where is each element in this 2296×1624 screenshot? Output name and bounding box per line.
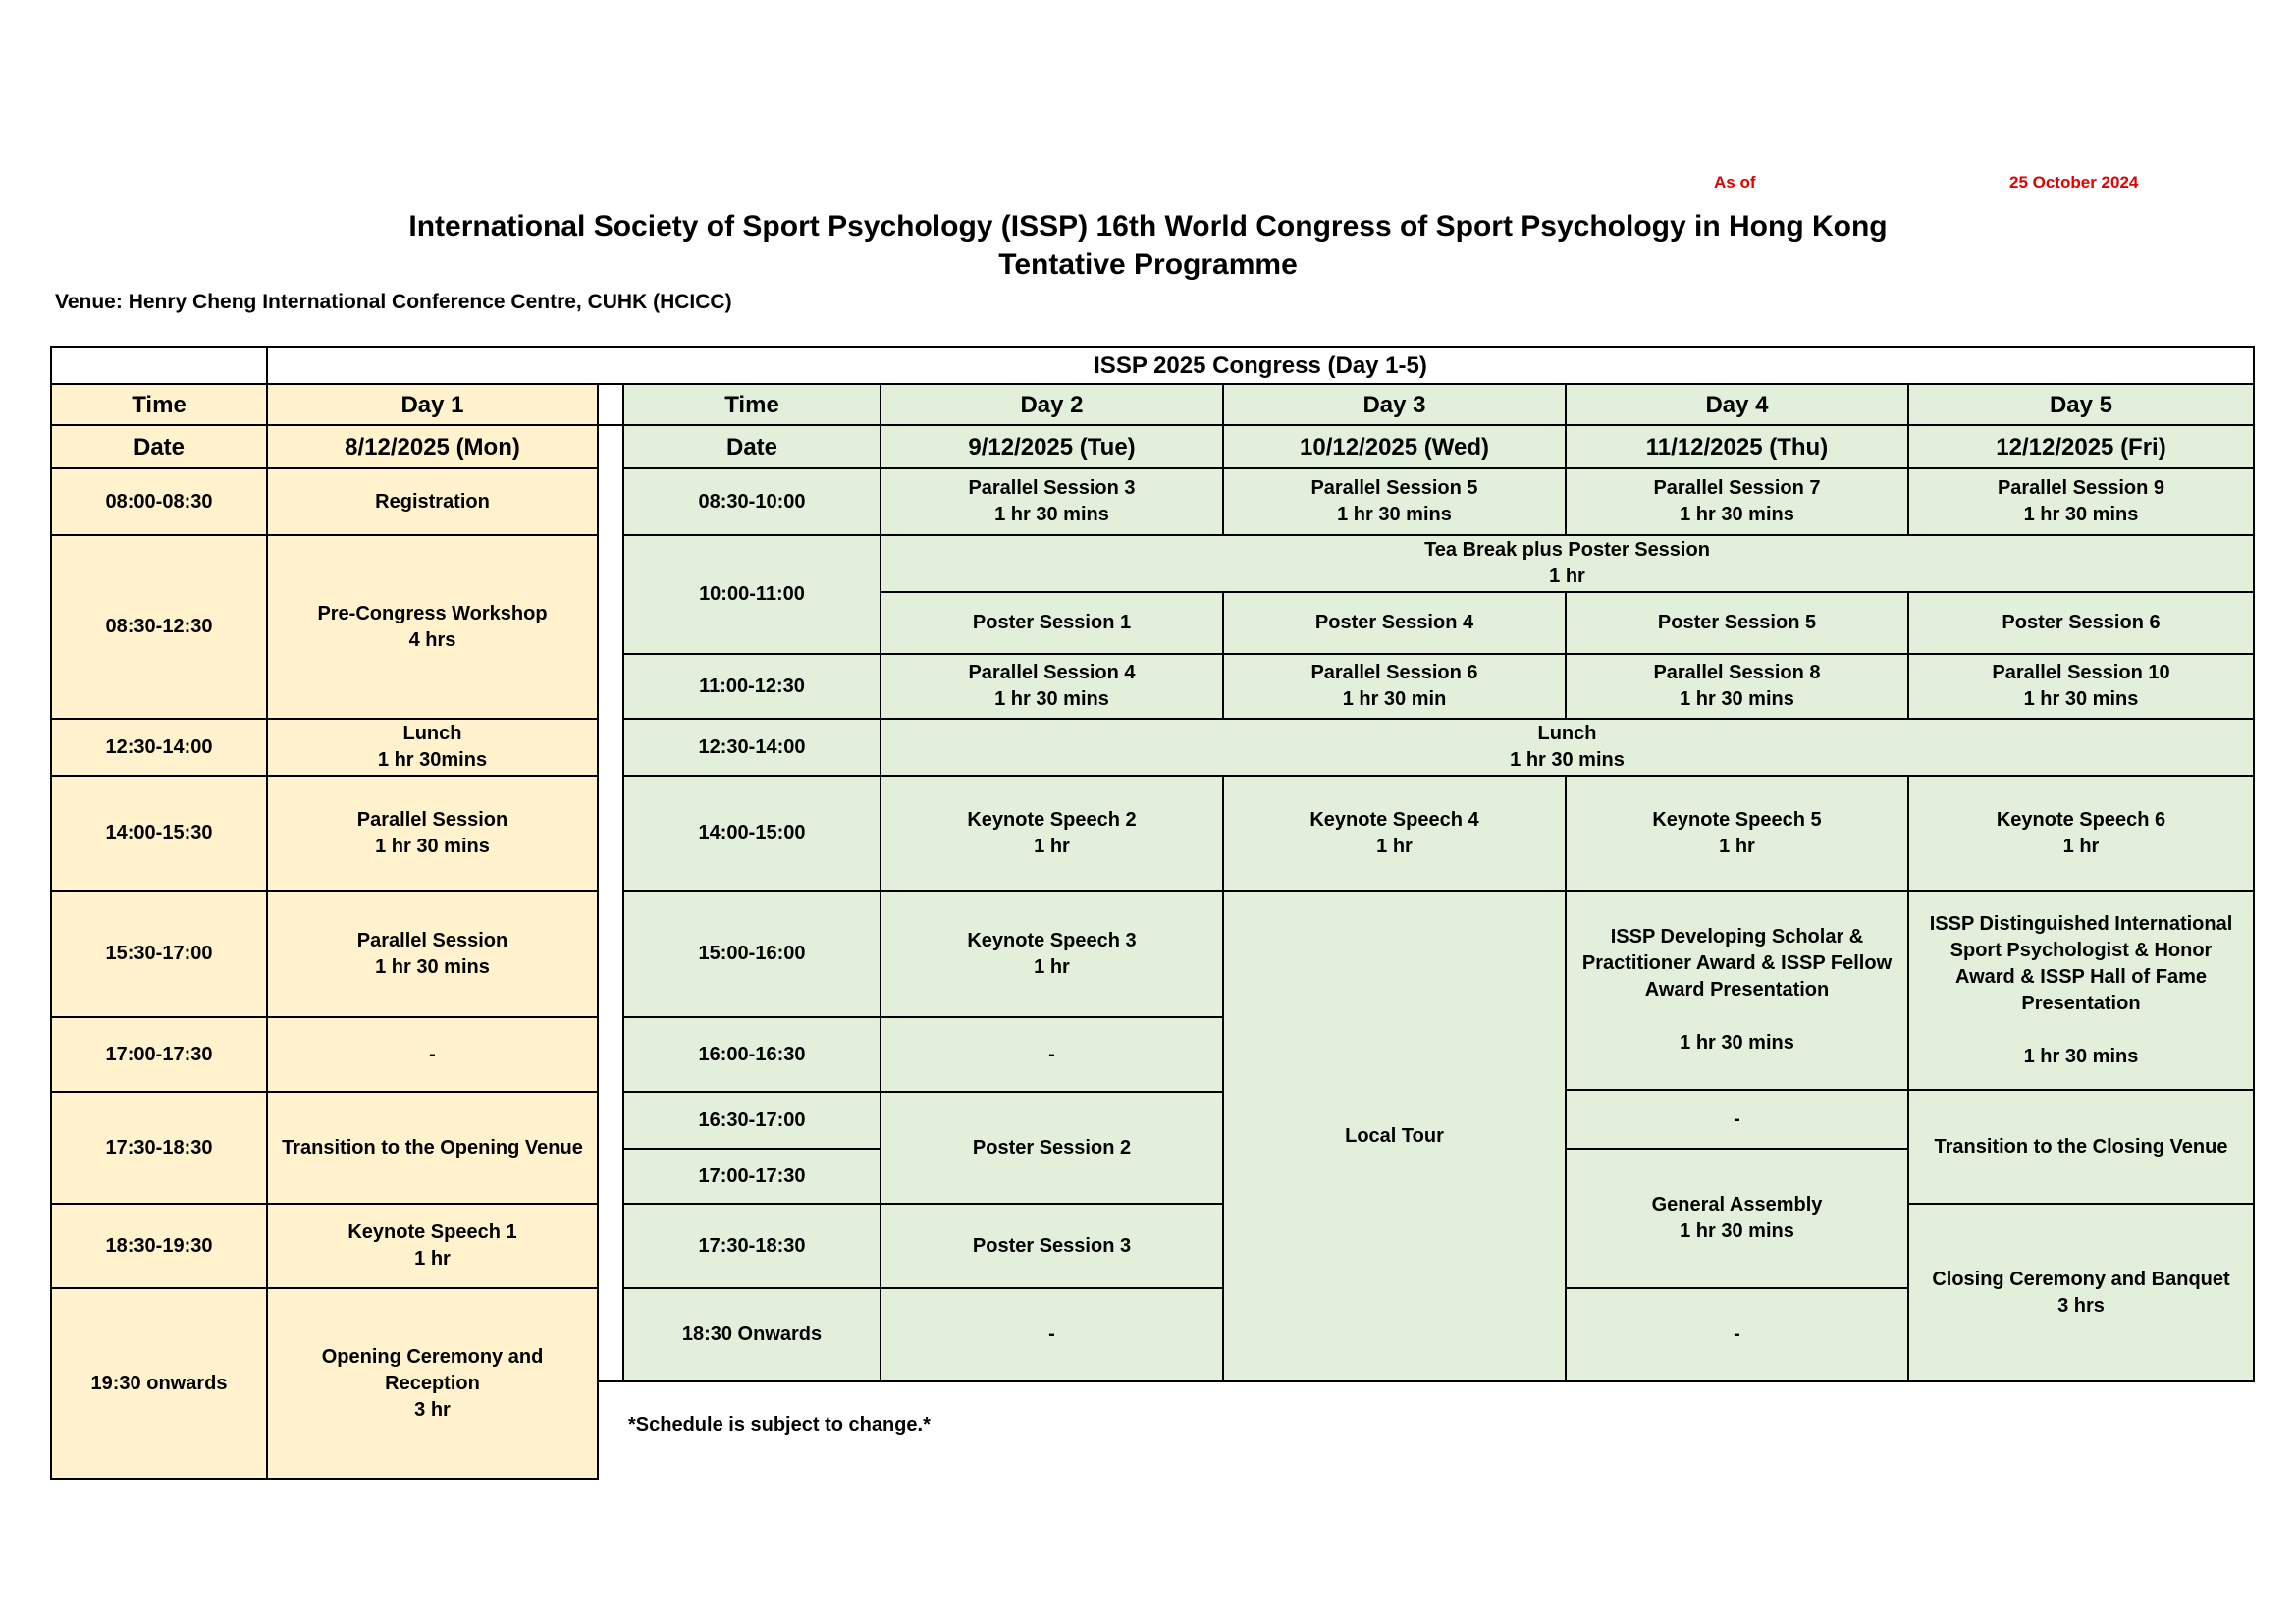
days-time-cell: 14:00-15:00 (622, 775, 881, 892)
day1-event-cell: Keynote Speech 1 1 hr (266, 1203, 599, 1289)
separator-column (597, 467, 624, 1382)
day1-time-cell: 12:30-14:00 (50, 718, 268, 777)
day3-date: 10/12/2025 (Wed) (1222, 424, 1567, 469)
award-presentation-cell: ISSP Distinguished International Sport Psychologist & Honor Award & ISSP Hall of Fame Presentation 1 hr 30 mins (1907, 890, 2255, 1091)
keynote-cell: Keynote Speech 3 1 hr (880, 890, 1224, 1018)
day1-date-label: Date (50, 424, 268, 469)
venue-text: Venue: Henry Cheng International Conference Centre, CUHK (HCICC) (55, 291, 732, 313)
schedule-note: *Schedule is subject to change.* (628, 1414, 931, 1435)
day5-date: 12/12/2025 (Fri) (1907, 424, 2255, 469)
days-time-header: Time (622, 383, 881, 426)
local-tour-cell: Local Tour (1222, 890, 1567, 1382)
blank-corner-cell (50, 346, 268, 385)
day1-time-cell: 17:00-17:30 (50, 1016, 268, 1093)
days-time-cell: 17:30-18:30 (622, 1203, 881, 1289)
day5-header: Day 5 (1907, 383, 2255, 426)
day2-header: Day 2 (880, 383, 1224, 426)
poster-session-cell: Poster Session 6 (1907, 591, 2255, 655)
congress-header: ISSP 2025 Congress (Day 1-5) (266, 346, 2255, 385)
poster-session-cell: Poster Session 3 (880, 1203, 1224, 1289)
days-time-cell: 12:30-14:00 (622, 718, 881, 777)
day1-time-header: Time (50, 383, 268, 426)
empty-slot-cell: - (1565, 1089, 1909, 1150)
award-presentation-cell: ISSP Developing Scholar & Practitioner Award & ISSP Fellow Award Presentation 1 hr 30 mins (1565, 890, 1909, 1091)
days-time-cell: 15:00-16:00 (622, 890, 881, 1018)
day1-time-cell: 14:00-15:30 (50, 775, 268, 892)
transition-cell: Transition to the Closing Venue (1907, 1089, 2255, 1205)
days-time-cell: 11:00-12:30 (622, 653, 881, 720)
day1-event-cell: Lunch 1 hr 30mins (266, 718, 599, 777)
days-date-label: Date (622, 424, 881, 469)
day1-event-cell: Parallel Session 1 hr 30 mins (266, 890, 599, 1018)
empty-slot-cell: - (1565, 1287, 1909, 1382)
day2-date: 9/12/2025 (Tue) (880, 424, 1224, 469)
poster-session-cell: Poster Session 1 (880, 591, 1224, 655)
day1-event-cell: Transition to the Opening Venue (266, 1091, 599, 1205)
lunch-cell: Lunch 1 hr 30 mins (880, 718, 2255, 777)
page-subtitle: Tentative Programme (998, 248, 1298, 281)
as-of-date: 25 October 2024 (2009, 173, 2139, 191)
day1-event-cell: Registration (266, 467, 599, 536)
tea-break-cell: Tea Break plus Poster Session 1 hr (880, 534, 2255, 593)
day1-time-cell: 08:30-12:30 (50, 534, 268, 720)
days-time-cell: 10:00-11:00 (622, 534, 881, 655)
empty-slot-cell: - (880, 1287, 1224, 1382)
days-time-cell: 18:30 Onwards (622, 1287, 881, 1382)
keynote-cell: Keynote Speech 5 1 hr (1565, 775, 1909, 892)
poster-session-cell: Poster Session 2 (880, 1091, 1224, 1205)
poster-session-cell: Poster Session 4 (1222, 591, 1567, 655)
day1-event-cell: Opening Ceremony and Reception 3 hr (266, 1287, 599, 1480)
session-cell: Parallel Session 4 1 hr 30 mins (880, 653, 1224, 720)
day1-event-cell: Parallel Session 1 hr 30 mins (266, 775, 599, 892)
session-cell: Parallel Session 7 1 hr 30 mins (1565, 467, 1909, 536)
keynote-cell: Keynote Speech 6 1 hr (1907, 775, 2255, 892)
day1-time-cell: 15:30-17:00 (50, 890, 268, 1018)
as-of-label: As of (1714, 173, 1756, 191)
keynote-cell: Keynote Speech 2 1 hr (880, 775, 1224, 892)
day1-event-cell: Pre-Congress Workshop 4 hrs (266, 534, 599, 720)
days-time-cell: 17:00-17:30 (622, 1148, 881, 1205)
day4-date: 11/12/2025 (Thu) (1565, 424, 1909, 469)
session-cell: Parallel Session 5 1 hr 30 mins (1222, 467, 1567, 536)
general-assembly-cell: General Assembly 1 hr 30 mins (1565, 1148, 1909, 1289)
empty-slot-cell: - (880, 1016, 1224, 1093)
separator-cell (597, 383, 624, 426)
day4-header: Day 4 (1565, 383, 1909, 426)
day1-time-cell: 08:00-08:30 (50, 467, 268, 536)
day1-time-cell: 17:30-18:30 (50, 1091, 268, 1205)
day1-day-header: Day 1 (266, 383, 599, 426)
page-title: International Society of Sport Psychology (ISSP) 16th World Congress of Sport Psychology in Hong Kong (408, 210, 1888, 243)
day1-event-cell: - (266, 1016, 599, 1093)
day3-header: Day 3 (1222, 383, 1567, 426)
days-time-cell: 16:00-16:30 (622, 1016, 881, 1093)
day1-date: 8/12/2025 (Mon) (266, 424, 599, 469)
session-cell: Parallel Session 3 1 hr 30 mins (880, 467, 1224, 536)
session-cell: Parallel Session 9 1 hr 30 mins (1907, 467, 2255, 536)
day1-time-cell: 19:30 onwards (50, 1287, 268, 1480)
days-time-cell: 08:30-10:00 (622, 467, 881, 536)
closing-ceremony-cell: Closing Ceremony and Banquet 3 hrs (1907, 1203, 2255, 1382)
session-cell: Parallel Session 6 1 hr 30 min (1222, 653, 1567, 720)
separator-cell (597, 424, 624, 469)
session-cell: Parallel Session 8 1 hr 30 mins (1565, 653, 1909, 720)
keynote-cell: Keynote Speech 4 1 hr (1222, 775, 1567, 892)
day1-time-cell: 18:30-19:30 (50, 1203, 268, 1289)
poster-session-cell: Poster Session 5 (1565, 591, 1909, 655)
session-cell: Parallel Session 10 1 hr 30 mins (1907, 653, 2255, 720)
days-time-cell: 16:30-17:00 (622, 1091, 881, 1150)
